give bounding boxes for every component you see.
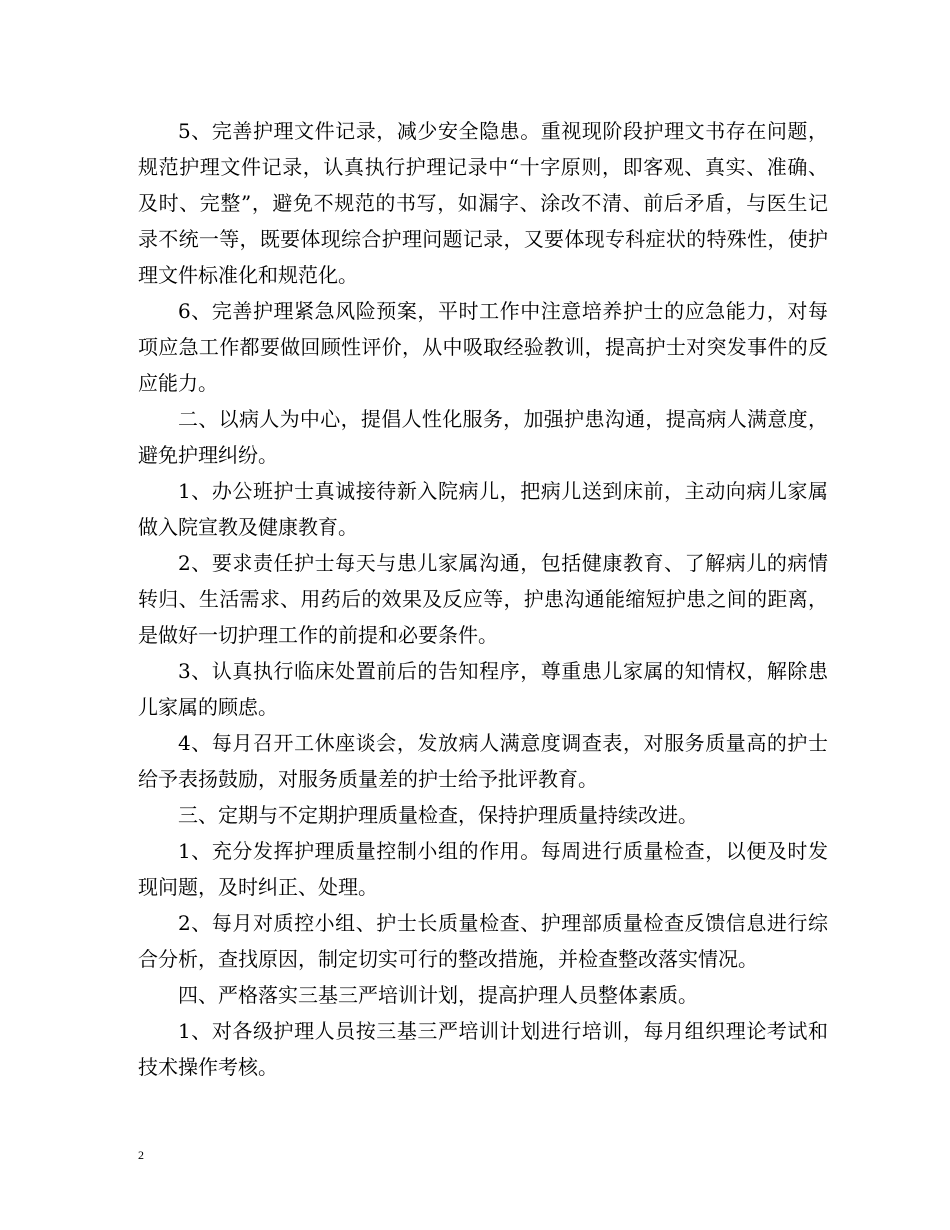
paragraph-quality-control-group: 1、充分发挥护理质量控制小组的作用。每周进行质量检查，以便及时发现问题，及时纠正、处理。 bbox=[138, 839, 828, 899]
paragraph-daily-communication: 2、要求责任护士每天与患儿家属沟通，包括健康教育、了解病儿的病情转归、生活需求、用药后的效果及反应等，护患沟通能缩短护患之间的距离，是做好一切护理工作的前提和必要条件。 bbox=[138, 551, 828, 647]
section-heading-training: 四、严格落实三基三严培训计划，提高护理人员整体素质。 bbox=[178, 983, 698, 1007]
page-number: 2 bbox=[138, 1148, 144, 1162]
paragraph-monthly-meeting: 4、每月召开工休座谈会，发放病人满意度调查表，对服务质量高的护士给予表扬鼓励，对服务质量差的护士给予批评教育。 bbox=[138, 731, 828, 791]
section-heading-patient-centered: 二、以病人为中心，提倡人性化服务，加强护患沟通，提高病人满意度，避免护理纠纷。 bbox=[138, 407, 828, 467]
paragraph-notification-procedure: 3、认真执行临床处置前后的告知程序，尊重患儿家属的知情权，解除患儿家属的顾虑。 bbox=[138, 659, 828, 719]
paragraph-emergency-plan: 6、完善护理紧急风险预案，平时工作中注意培养护士的应急能力，对每项应急工作都要做回顾性评价，从中吸取经验教训，提高护士对突发事件的反应能力。 bbox=[138, 299, 828, 395]
paragraph-monthly-analysis: 2、每月对质控小组、护士长质量检查、护理部质量检查反馈信息进行综合分析，查找原因，制定切实可行的整改措施，并检查整改落实情况。 bbox=[138, 911, 828, 971]
section-heading-quality-check: 三、定期与不定期护理质量检查，保持护理质量持续改进。 bbox=[178, 803, 698, 827]
paragraph-training-plan: 1、对各级护理人员按三基三严培训计划进行培训，每月组织理论考试和技术操作考核。 bbox=[138, 1019, 828, 1079]
paragraph-reception: 1、办公班护士真诚接待新入院病儿，把病儿送到床前，主动向病儿家属做入院宣教及健康教育。 bbox=[138, 479, 828, 539]
paragraph-improve-records: 5、完善护理文件记录，减少安全隐患。重视现阶段护理文书存在问题，规范护理文件记录，认真执行护理记录中“十字原则，即客观、真实、准确、及时、完整”，避免不规范的书写，如漏字、涂改不清、前后矛盾，与医生记录不统一等，既要体现综合护理问题记录，又要体现专科症状的特殊性，使护理文件标准化和规范化。 bbox=[138, 119, 828, 287]
document-body bbox=[138, 113, 828, 1085]
